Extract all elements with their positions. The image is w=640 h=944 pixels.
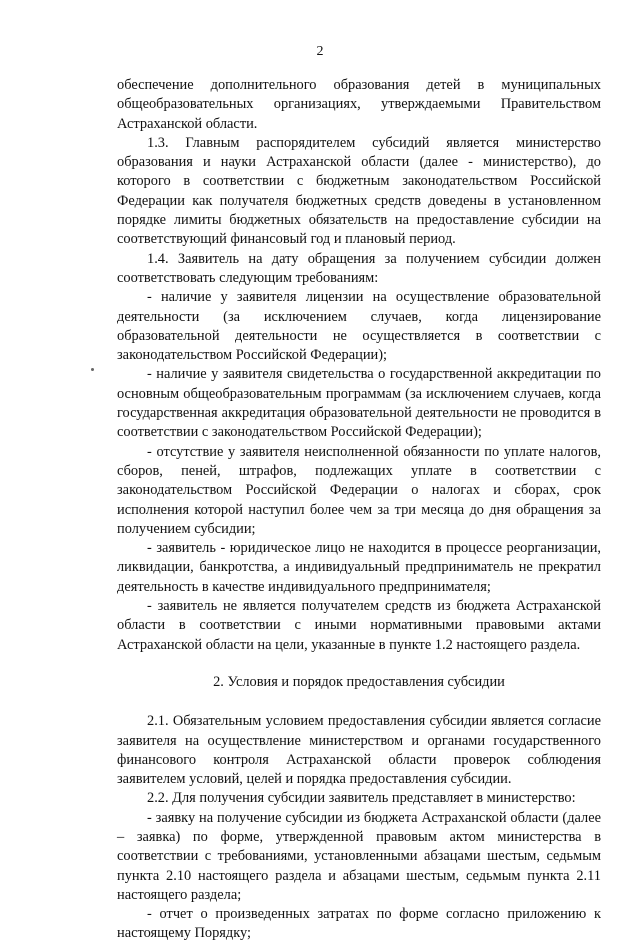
- document-application: - заявку на получение субсидии из бюджета Астраханской области (далее – заявка) по форме, утвержденной правовым актом министерства в соответствии с требованиями, установленными абзацами шестым, седьмым пункта 2.10 настоящего раздела и абзацами шестым, седьмым пункта 2.11 настоящего раздела;: [117, 809, 601, 903]
- requirement-license: - наличие у заявителя лицензии на осуществление образовательной деятельности (за исключением случаев, когда лицензирование образовательной деятельности не осуществляется в соответствии с законодательством Российской Федерации);: [117, 289, 601, 364]
- scan-speck: [91, 368, 94, 371]
- requirement-accreditation: - наличие у заявителя свидетельства о государственной аккредитации по основным общеобразовательным программам (за исключением случаев, когда государственная аккредитация образовательной деятельности не проводится в соответствии с законодательством Российской Федерации);: [117, 366, 601, 441]
- requirement-no-tax-debt: - отсутствие у заявителя неисполненной обязанности по уплате налогов, сборов, пеней, штрафов, подлежащих уплате в соответствии с законодательством Российской Федерации о налогах и сборах, срок исполнения которой наступил более чем за три месяца до дня обращения за получением субсидии;: [117, 443, 601, 537]
- requirement-not-recipient: - заявитель не является получателем средств из бюджета Астраханской области в соответствии с иными нормативными правовыми актами Астраханской области на цели, указанные в пункте 1.2 настоящего раздела.: [117, 598, 601, 653]
- section-heading: 2. Условия и порядок предоставления субсидии: [213, 673, 505, 690]
- paragraph-2-1: 2.1. Обязательным условием предоставления субсидии является согласие заявителя на осуществление министерством и органами государственного финансового контроля Астраханской области проверок соблюдения заявителем условий, целей и порядка предоставления субсидии.: [117, 713, 601, 788]
- page-number: 2: [316, 44, 324, 59]
- paragraph-2-2: 2.2. Для получения субсидии заявитель представляет в министерство:: [147, 790, 576, 807]
- paragraph-1-3: 1.3. Главным распорядителем субсидий является министерство образования и науки Астраханской области (далее - министерство), до которого в соответствии с бюджетным законодательством Российской Федерации как получателя бюджетных средств доведены в установленном порядке лимиты бюджетных обязательств на предоставление субсидии на соответствующий финансовый год и плановый период.: [117, 134, 601, 248]
- requirement-no-reorganization: - заявитель - юридическое лицо не находится в процессе реорганизации, ликвидации, банкротства, а индивидуальный предприниматель не прекратил деятельность в качестве индивидуального предпринимателя;: [117, 540, 601, 595]
- paragraph-continuation: обеспечение дополнительного образования детей в муниципальных общеобразовательных организациях, утверждаемыми Правительством Астраханской области.: [117, 77, 601, 132]
- document-expense-report: - отчет о произведенных затратах по форме согласно приложению к настоящему Порядку;: [117, 906, 601, 942]
- document-body: [117, 76, 601, 944]
- paragraph-1-4: 1.4. Заявитель на дату обращения за получением субсидии должен соответствовать следующим требованиям:: [117, 250, 601, 286]
